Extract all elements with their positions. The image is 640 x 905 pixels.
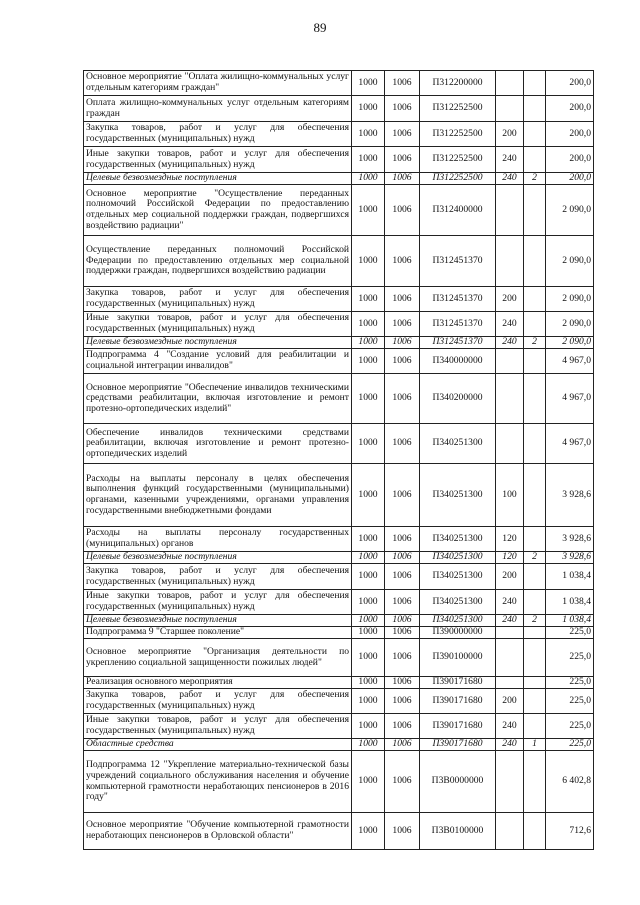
target-article-cell: П340251300 xyxy=(420,527,496,552)
target-article-cell: П340251300 xyxy=(420,424,496,464)
section-code-cell: 1000 xyxy=(352,714,385,739)
funding-source-cell: 1 xyxy=(524,739,546,751)
target-article-cell: П390100000 xyxy=(420,639,496,677)
amount-cell: 3 928,6 xyxy=(546,527,594,552)
row-name-cell: Целевые безвозмездные поступления xyxy=(84,173,352,185)
row-name-cell: Закупка товаров, работ и услуг для обеспечения государственных (муниципальных) нужд xyxy=(84,122,352,147)
target-article-cell: П340251300 xyxy=(420,464,496,527)
row-name-cell: Подпрограмма 12 "Укрепление материально-технической базы учреждений социального обслуживания населения и обучение компьютерной грамотности неработающих пенсионеров в 2016 году" xyxy=(84,751,352,813)
amount-cell: 225,0 xyxy=(546,714,594,739)
funding-source-cell xyxy=(524,677,546,689)
subsection-code-cell: 1006 xyxy=(385,96,420,122)
section-code-cell: 1000 xyxy=(352,813,385,850)
section-code-cell: 1000 xyxy=(352,639,385,677)
amount-cell: 200,0 xyxy=(546,96,594,122)
expense-type-cell xyxy=(496,236,524,287)
funding-source-cell xyxy=(524,527,546,552)
table-body xyxy=(84,71,594,850)
target-article-cell: П312252500 xyxy=(420,122,496,147)
section-code-cell: 1000 xyxy=(352,312,385,337)
funding-source-cell xyxy=(524,374,546,424)
expense-type-cell xyxy=(496,751,524,813)
row-name-cell: Целевые безвозмездные поступления xyxy=(84,615,352,627)
target-article-cell: П390171680 xyxy=(420,714,496,739)
expense-type-cell: 240 xyxy=(496,147,524,173)
target-article-cell: П390171680 xyxy=(420,739,496,751)
row-name-cell: Целевые безвозмездные поступления xyxy=(84,552,352,564)
funding-source-cell xyxy=(524,714,546,739)
target-article-cell: П312252500 xyxy=(420,96,496,122)
row-name-cell: Оплата жилищно-коммунальных услуг отдельным категориям граждан xyxy=(84,96,352,122)
target-article-cell: П312451370 xyxy=(420,287,496,312)
subsection-code-cell: 1006 xyxy=(385,185,420,236)
section-code-cell: 1000 xyxy=(352,627,385,639)
amount-cell: 2 090,0 xyxy=(546,337,594,349)
budget-table xyxy=(83,70,594,850)
amount-cell: 1 038,4 xyxy=(546,590,594,615)
subsection-code-cell: 1006 xyxy=(385,236,420,287)
subsection-code-cell: 1006 xyxy=(385,739,420,751)
section-code-cell: 1000 xyxy=(352,374,385,424)
subsection-code-cell: 1006 xyxy=(385,374,420,424)
expense-type-cell: 240 xyxy=(496,312,524,337)
amount-cell: 3 928,6 xyxy=(546,552,594,564)
table-row xyxy=(84,287,594,312)
table-row xyxy=(84,349,594,374)
table-row xyxy=(84,714,594,739)
target-article-cell: П390171680 xyxy=(420,677,496,689)
section-code-cell: 1000 xyxy=(352,185,385,236)
row-name-cell: Иные закупки товаров, работ и услуг для обеспечения государственных (муниципальных) нужд xyxy=(84,312,352,337)
row-name-cell: Закупка товаров, работ и услуг для обеспечения государственных (муниципальных) нужд xyxy=(84,287,352,312)
expense-type-cell xyxy=(496,627,524,639)
row-name-cell: Осуществление переданных полномочий Российской Федерации по предоставлению отдельных мер социальной поддержки граждан, подвергшихся воздействию радиации xyxy=(84,236,352,287)
expense-type-cell xyxy=(496,813,524,850)
subsection-code-cell: 1006 xyxy=(385,552,420,564)
expense-type-cell xyxy=(496,349,524,374)
funding-source-cell: 2 xyxy=(524,615,546,627)
target-article-cell: П390000000 xyxy=(420,627,496,639)
expense-type-cell: 120 xyxy=(496,552,524,564)
target-article-cell: П3В0000000 xyxy=(420,751,496,813)
amount-cell: 200,0 xyxy=(546,173,594,185)
amount-cell: 225,0 xyxy=(546,639,594,677)
table-row xyxy=(84,185,594,236)
row-name-cell: Основное мероприятие "Оплата жилищно-коммунальных услуг отдельным категориям граждан" xyxy=(84,71,352,96)
section-code-cell: 1000 xyxy=(352,564,385,590)
amount-cell: 200,0 xyxy=(546,147,594,173)
row-name-cell: Иные закупки товаров, работ и услуг для обеспечения государственных (муниципальных) нужд xyxy=(84,590,352,615)
target-article-cell: П3В0100000 xyxy=(420,813,496,850)
section-code-cell: 1000 xyxy=(352,236,385,287)
subsection-code-cell: 1006 xyxy=(385,615,420,627)
row-name-cell: Целевые безвозмездные поступления xyxy=(84,337,352,349)
expense-type-cell xyxy=(496,96,524,122)
row-name-cell: Иные закупки товаров, работ и услуг для обеспечения государственных (муниципальных) нужд xyxy=(84,147,352,173)
row-name-cell: Основное мероприятие "Обеспечение инвалидов техническими средствами реабилитации, включая изготовление и ремонт протезно-ортопедических изделий" xyxy=(84,374,352,424)
funding-source-cell xyxy=(524,122,546,147)
funding-source-cell xyxy=(524,813,546,850)
funding-source-cell xyxy=(524,287,546,312)
section-code-cell: 1000 xyxy=(352,349,385,374)
funding-source-cell xyxy=(524,71,546,96)
section-code-cell: 1000 xyxy=(352,337,385,349)
section-code-cell: 1000 xyxy=(352,287,385,312)
funding-source-cell xyxy=(524,564,546,590)
section-code-cell: 1000 xyxy=(352,615,385,627)
funding-source-cell xyxy=(524,464,546,527)
subsection-code-cell: 1006 xyxy=(385,122,420,147)
table-row xyxy=(84,464,594,527)
section-code-cell: 1000 xyxy=(352,424,385,464)
subsection-code-cell: 1006 xyxy=(385,639,420,677)
funding-source-cell xyxy=(524,639,546,677)
subsection-code-cell: 1006 xyxy=(385,627,420,639)
funding-source-cell xyxy=(524,349,546,374)
section-code-cell: 1000 xyxy=(352,552,385,564)
target-article-cell: П340200000 xyxy=(420,374,496,424)
expense-type-cell xyxy=(496,639,524,677)
amount-cell: 225,0 xyxy=(546,689,594,714)
amount-cell: 2 090,0 xyxy=(546,185,594,236)
row-name-cell: Реализация основного мероприятия xyxy=(84,677,352,689)
section-code-cell: 1000 xyxy=(352,147,385,173)
table-row xyxy=(84,122,594,147)
amount-cell: 4 967,0 xyxy=(546,374,594,424)
expense-type-cell xyxy=(496,677,524,689)
table-row xyxy=(84,147,594,173)
table-row xyxy=(84,96,594,122)
funding-source-cell: 2 xyxy=(524,337,546,349)
subsection-code-cell: 1006 xyxy=(385,677,420,689)
section-code-cell: 1000 xyxy=(352,96,385,122)
amount-cell: 225,0 xyxy=(546,739,594,751)
section-code-cell: 1000 xyxy=(352,527,385,552)
table-row xyxy=(84,337,594,349)
funding-source-cell xyxy=(524,590,546,615)
target-article-cell: П312451370 xyxy=(420,337,496,349)
section-code-cell: 1000 xyxy=(352,689,385,714)
table-row xyxy=(84,424,594,464)
expense-type-cell: 240 xyxy=(496,173,524,185)
row-name-cell: Закупка товаров, работ и услуг для обеспечения государственных (муниципальных) нужд xyxy=(84,564,352,590)
amount-cell: 1 038,4 xyxy=(546,564,594,590)
section-code-cell: 1000 xyxy=(352,677,385,689)
amount-cell: 4 967,0 xyxy=(546,349,594,374)
row-name-cell: Подпрограмма 4 "Создание условий для реабилитации и социальной интеграции инвалидов" xyxy=(84,349,352,374)
subsection-code-cell: 1006 xyxy=(385,813,420,850)
target-article-cell: П390171680 xyxy=(420,689,496,714)
expense-type-cell: 120 xyxy=(496,527,524,552)
table-row xyxy=(84,236,594,287)
expense-type-cell xyxy=(496,374,524,424)
expense-type-cell: 200 xyxy=(496,689,524,714)
amount-cell: 200,0 xyxy=(546,71,594,96)
table-row xyxy=(84,374,594,424)
funding-source-cell xyxy=(524,147,546,173)
amount-cell: 2 090,0 xyxy=(546,312,594,337)
amount-cell: 225,0 xyxy=(546,677,594,689)
target-article-cell: П312200000 xyxy=(420,71,496,96)
funding-source-cell xyxy=(524,236,546,287)
row-name-cell: Основное мероприятие "Обучение компьютерной грамотности неработающих пенсионеров в Орловской области" xyxy=(84,813,352,850)
section-code-cell: 1000 xyxy=(352,590,385,615)
subsection-code-cell: 1006 xyxy=(385,287,420,312)
funding-source-cell xyxy=(524,96,546,122)
row-name-cell: Иные закупки товаров, работ и услуг для обеспечения государственных (муниципальных) нужд xyxy=(84,714,352,739)
expense-type-cell: 200 xyxy=(496,564,524,590)
table-row xyxy=(84,173,594,185)
row-name-cell: Расходы на выплаты персоналу государственных (муниципальных) органов xyxy=(84,527,352,552)
target-article-cell: П312252500 xyxy=(420,173,496,185)
section-code-cell: 1000 xyxy=(352,173,385,185)
subsection-code-cell: 1006 xyxy=(385,349,420,374)
target-article-cell: П340251300 xyxy=(420,564,496,590)
section-code-cell: 1000 xyxy=(352,751,385,813)
subsection-code-cell: 1006 xyxy=(385,71,420,96)
expense-type-cell: 240 xyxy=(496,615,524,627)
expense-type-cell: 240 xyxy=(496,590,524,615)
table-row xyxy=(84,627,594,639)
table-row xyxy=(84,590,594,615)
section-code-cell: 1000 xyxy=(352,739,385,751)
section-code-cell: 1000 xyxy=(352,464,385,527)
row-name-cell: Закупка товаров, работ и услуг для обеспечения государственных (муниципальных) нужд xyxy=(84,689,352,714)
target-article-cell: П340000000 xyxy=(420,349,496,374)
table-row xyxy=(84,751,594,813)
table-row xyxy=(84,552,594,564)
subsection-code-cell: 1006 xyxy=(385,527,420,552)
subsection-code-cell: 1006 xyxy=(385,464,420,527)
amount-cell: 2 090,0 xyxy=(546,287,594,312)
expense-type-cell xyxy=(496,185,524,236)
target-article-cell: П312252500 xyxy=(420,147,496,173)
expense-type-cell: 240 xyxy=(496,714,524,739)
table-row xyxy=(84,813,594,850)
expense-type-cell: 200 xyxy=(496,122,524,147)
expense-type-cell: 200 xyxy=(496,287,524,312)
table-row xyxy=(84,71,594,96)
table-row xyxy=(84,527,594,552)
target-article-cell: П340251300 xyxy=(420,615,496,627)
subsection-code-cell: 1006 xyxy=(385,337,420,349)
section-code-cell: 1000 xyxy=(352,71,385,96)
section-code-cell: 1000 xyxy=(352,122,385,147)
expense-type-cell: 240 xyxy=(496,739,524,751)
row-name-cell: Основное мероприятие "Осуществление переданных полномочий Российской Федерации по предоставлению отдельных мер социальной поддержки граждан, подвергшихся воздействию радиации" xyxy=(84,185,352,236)
subsection-code-cell: 1006 xyxy=(385,689,420,714)
table-row xyxy=(84,312,594,337)
row-name-cell: Областные средства xyxy=(84,739,352,751)
subsection-code-cell: 1006 xyxy=(385,312,420,337)
subsection-code-cell: 1006 xyxy=(385,147,420,173)
amount-cell: 4 967,0 xyxy=(546,424,594,464)
subsection-code-cell: 1006 xyxy=(385,590,420,615)
row-name-cell: Основное мероприятие "Организация деятельности по укреплению социальной защищенности пожилых людей" xyxy=(84,639,352,677)
table-row xyxy=(84,639,594,677)
target-article-cell: П312400000 xyxy=(420,185,496,236)
amount-cell: 1 038,4 xyxy=(546,615,594,627)
funding-source-cell xyxy=(524,312,546,337)
target-article-cell: П340251300 xyxy=(420,590,496,615)
amount-cell: 6 402,8 xyxy=(546,751,594,813)
table-row xyxy=(84,689,594,714)
funding-source-cell: 2 xyxy=(524,552,546,564)
row-name-cell: Расходы на выплаты персоналу в целях обеспечения выполнения функций государственными (муниципальными) органами, казенными учреждениями, органами управления государственными внебюджетными фондами xyxy=(84,464,352,527)
table-row xyxy=(84,677,594,689)
amount-cell: 200,0 xyxy=(546,122,594,147)
target-article-cell: П340251300 xyxy=(420,552,496,564)
expense-type-cell: 240 xyxy=(496,337,524,349)
funding-source-cell xyxy=(524,689,546,714)
expense-type-cell xyxy=(496,71,524,96)
page-number: 89 xyxy=(313,20,327,35)
amount-cell: 3 928,6 xyxy=(546,464,594,527)
amount-cell: 225,0 xyxy=(546,627,594,639)
expense-type-cell: 100 xyxy=(496,464,524,527)
funding-source-cell xyxy=(524,424,546,464)
table-row xyxy=(84,739,594,751)
subsection-code-cell: 1006 xyxy=(385,751,420,813)
amount-cell: 2 090,0 xyxy=(546,236,594,287)
subsection-code-cell: 1006 xyxy=(385,173,420,185)
subsection-code-cell: 1006 xyxy=(385,424,420,464)
table-row xyxy=(84,615,594,627)
table-row xyxy=(84,564,594,590)
funding-source-cell xyxy=(524,627,546,639)
funding-source-cell xyxy=(524,185,546,236)
funding-source-cell xyxy=(524,751,546,813)
target-article-cell: П312451370 xyxy=(420,236,496,287)
row-name-cell: Подпрограмма 9 "Старшее поколение" xyxy=(84,627,352,639)
subsection-code-cell: 1006 xyxy=(385,564,420,590)
row-name-cell: Обеспечение инвалидов техническими средствами реабилитации, включая изготовление и ремонт протезно-ортопедических изделий xyxy=(84,424,352,464)
subsection-code-cell: 1006 xyxy=(385,714,420,739)
target-article-cell: П312451370 xyxy=(420,312,496,337)
amount-cell: 712,6 xyxy=(546,813,594,850)
funding-source-cell: 2 xyxy=(524,173,546,185)
expense-type-cell xyxy=(496,424,524,464)
